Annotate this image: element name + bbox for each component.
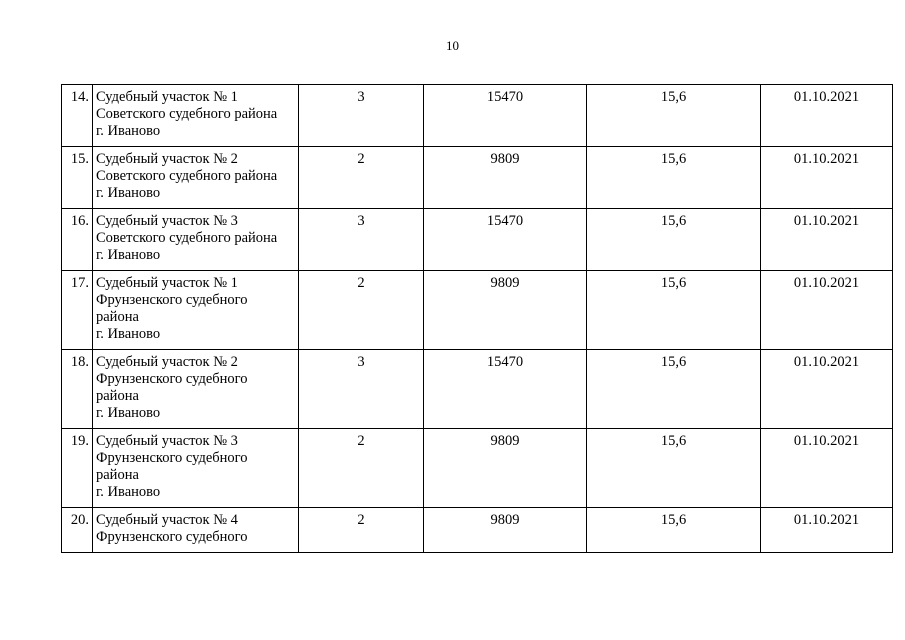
table-row [62,209,893,271]
date-cell: 01.10.2021 [761,209,893,271]
court-section-name-line: г. Иваново [96,185,161,201]
rate-value-cell: 15,6 [587,508,761,553]
row-number-cell: 17. [62,271,93,350]
area-value-cell: 9809 [424,429,587,508]
court-section-name-cell [93,209,299,271]
area-value-cell: 15470 [424,85,587,147]
court-section-name-line: г. Иваново [96,123,161,139]
rate-value-cell: 15,6 [587,350,761,429]
row-number-cell: 19. [62,429,93,508]
court-section-name-line: г. Иваново [96,326,161,342]
table-row [62,271,893,350]
rate-value-cell: 15,6 [587,85,761,147]
table-row [62,508,893,553]
page-number: 10 [446,38,459,53]
date-cell: 01.10.2021 [761,508,893,553]
court-section-name-cell [93,147,299,209]
area-value-cell: 9809 [424,508,587,553]
court-section-name-cell [93,271,299,350]
court-section-name-line: Судебный участок № 1 [96,275,238,291]
area-value-cell: 9809 [424,271,587,350]
court-section-name-line: Советского судебного района [96,106,278,122]
court-section-name-line: Судебный участок № 1 [96,89,238,105]
row-number-cell: 15. [62,147,93,209]
court-section-name-cell [93,85,299,147]
rate-value-cell: 15,6 [587,147,761,209]
date-cell: 01.10.2021 [761,85,893,147]
row-number-cell: 16. [62,209,93,271]
court-section-name-line: Фрунзенского судебного [96,292,248,308]
table-body [62,85,893,553]
area-value-cell: 9809 [424,147,587,209]
court-section-name-line: района [96,467,139,483]
date-cell: 01.10.2021 [761,429,893,508]
court-section-name-line: Советского судебного района [96,168,278,184]
court-section-name-line: г. Иваново [96,247,161,263]
court-section-name-line: г. Иваново [96,484,161,500]
row-number-cell: 18. [62,350,93,429]
rate-value-cell: 15,6 [587,271,761,350]
staff-count-cell: 2 [299,147,424,209]
table-row [62,350,893,429]
court-section-name-cell [93,429,299,508]
rate-value-cell: 15,6 [587,209,761,271]
court-sections-table [61,84,893,553]
court-section-name-line: района [96,388,139,404]
court-section-name-cell [93,350,299,429]
court-section-name-line: Советского судебного района [96,230,278,246]
area-value-cell: 15470 [424,350,587,429]
staff-count-cell: 3 [299,209,424,271]
staff-count-cell: 3 [299,350,424,429]
court-section-name-line: Судебный участок № 2 [96,151,238,167]
row-number-cell: 14. [62,85,93,147]
table-row [62,429,893,508]
table-row [62,147,893,209]
court-section-name-line: Судебный участок № 2 [96,354,238,370]
court-section-name-line: Фрунзенского судебного [96,529,248,545]
staff-count-cell: 2 [299,508,424,553]
date-cell: 01.10.2021 [761,271,893,350]
court-section-name-line: Судебный участок № 3 [96,433,238,449]
court-section-name-line: Фрунзенского судебного [96,371,248,387]
date-cell: 01.10.2021 [761,350,893,429]
date-cell: 01.10.2021 [761,147,893,209]
staff-count-cell: 2 [299,429,424,508]
area-value-cell: 15470 [424,209,587,271]
row-number-cell: 20. [62,508,93,553]
staff-count-cell: 2 [299,271,424,350]
court-section-name-line: района [96,309,139,325]
rate-value-cell: 15,6 [587,429,761,508]
court-section-name-line: Судебный участок № 3 [96,213,238,229]
court-section-name-line: Фрунзенского судебного [96,450,248,466]
court-section-name-line: г. Иваново [96,405,161,421]
court-section-name-line: Судебный участок № 4 [96,512,238,528]
table-row [62,85,893,147]
staff-count-cell: 3 [299,85,424,147]
court-section-name-cell [93,508,299,553]
